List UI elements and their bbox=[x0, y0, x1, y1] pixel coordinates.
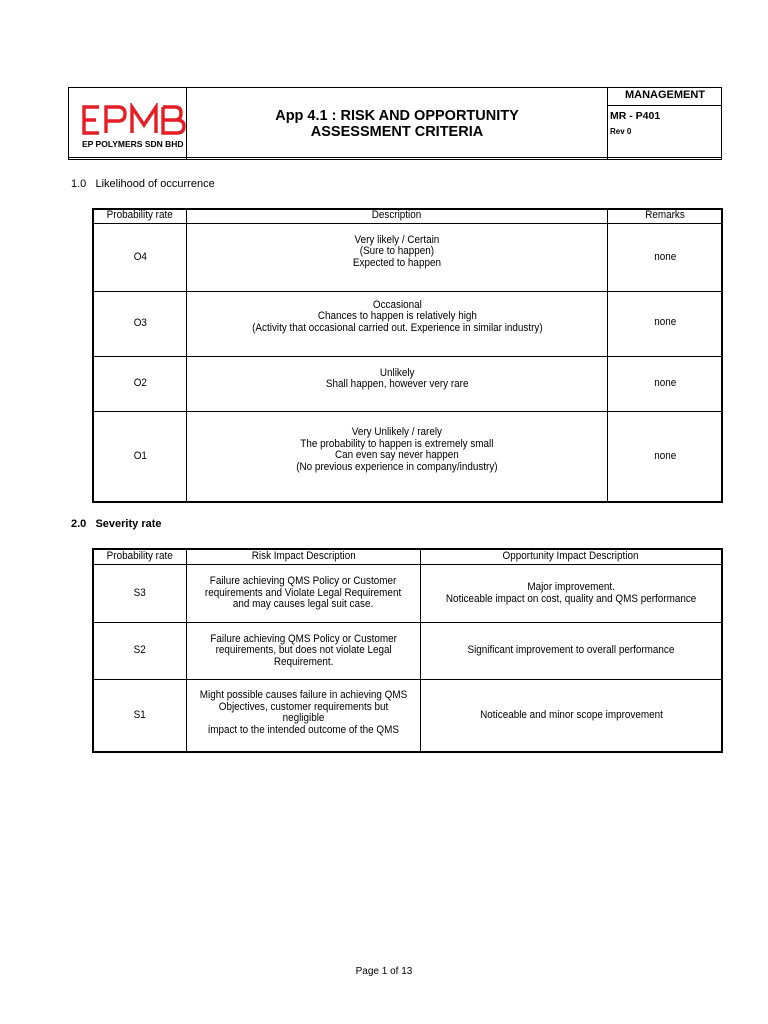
table-row-opportunity-description: Major improvement. Noticeable impact on cost, quality and QMS performance bbox=[445, 581, 697, 605]
header-double-rule bbox=[68, 157, 722, 158]
table-row-description: Very Unlikely / rarely The probability to happen is extremely small Can even say never happen (No previous experience in company/industry) bbox=[296, 426, 498, 473]
company-name: EP POLYMERS SDN BHD bbox=[82, 139, 184, 149]
table-row-rate: S3 bbox=[133, 586, 147, 599]
table-row-rate: O3 bbox=[133, 317, 147, 330]
column-header-probability-rate: Probability rate bbox=[106, 209, 174, 222]
table-row-rate: O4 bbox=[133, 250, 147, 263]
table-row-remarks: none bbox=[653, 449, 677, 462]
table-row-remarks: none bbox=[653, 316, 677, 329]
document-title bbox=[187, 108, 607, 140]
document-title-line-2: ASSESSMENT CRITERIA bbox=[310, 124, 484, 140]
table-row-risk-description: Failure achieving QMS Policy or Customer requirements, but does not violate Legal Requirement. bbox=[210, 632, 397, 668]
table-row-risk-description: Failure achieving QMS Policy or Customer requirements and Violate Legal Requirement and may causes legal suit case. bbox=[205, 575, 402, 611]
section-heading-severity: 2.0 Severity rate bbox=[71, 518, 162, 530]
column-header-risk-impact: Risk Impact Description bbox=[251, 549, 356, 562]
column-header-opportunity-impact: Opportunity Impact Description bbox=[503, 549, 639, 562]
table-row-rate: S2 bbox=[133, 644, 147, 657]
column-header-remarks: Remarks bbox=[645, 209, 685, 222]
department-label: MANAGEMENT bbox=[624, 89, 706, 101]
table-row-rate: O1 bbox=[133, 449, 147, 462]
table-row-opportunity-description: Noticeable and minor scope improvement bbox=[479, 708, 663, 721]
header-divider-meta bbox=[607, 105, 722, 106]
document-title-line-1: App 4.1 : RISK AND OPPORTUNITY bbox=[275, 108, 519, 124]
epmb-logo-icon bbox=[82, 103, 186, 137]
table-row-description: Occasional Chances to happen is relatively high (Activity that occasional carried out. Experience in similar industry) bbox=[251, 298, 543, 334]
table-row-rate: O2 bbox=[133, 377, 147, 390]
page-number: Page 1 of 13 bbox=[355, 966, 413, 977]
column-header-probability-rate: Probability rate bbox=[106, 549, 174, 562]
table-row-rate: S1 bbox=[133, 708, 147, 721]
table-row-description: Unlikely Shall happen, however very rare bbox=[325, 366, 469, 390]
section-heading-likelihood: 1.0 Likelihood of occurrence bbox=[71, 178, 215, 190]
company-logo bbox=[82, 103, 186, 137]
column-header-description: Description bbox=[372, 208, 422, 221]
revision-number: Rev 0 bbox=[610, 127, 632, 136]
document-number: MR - P401 bbox=[610, 110, 661, 122]
table-row-risk-description: Might possible causes failure in achieving QMS Objectives, customer requirements but negligible impact to the intended outcome of the QMS bbox=[199, 689, 408, 736]
table-row-opportunity-description: Significant improvement to overall performance bbox=[467, 644, 675, 657]
table-row-remarks: none bbox=[653, 377, 677, 390]
table-row-remarks: none bbox=[653, 250, 677, 263]
table-row-description: Very likely / Certain (Sure to happen) Expected to happen bbox=[352, 233, 442, 269]
